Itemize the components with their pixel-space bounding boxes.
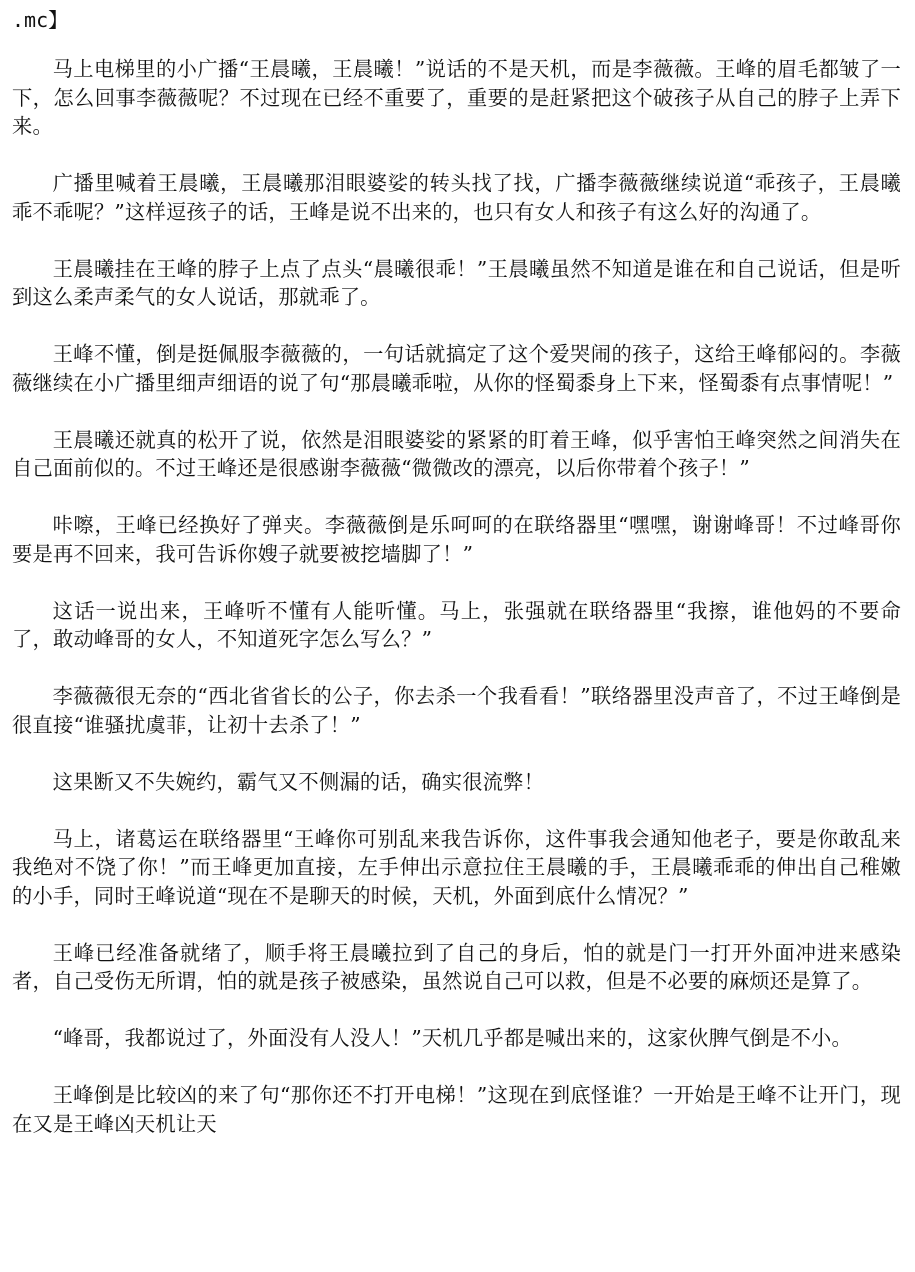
paragraph: 广播里喊着王晨曦，王晨曦那泪眼婆娑的转头找了找，广播李薇薇继续说道“乖孩子，王晨曦乖不乖呢？”这样逗孩子的话，王峰是说不出来的，也只有女人和孩子有这么好的沟通了。	[12, 171, 901, 224]
paragraph: 这果断又不失婉约，霸气又不侧漏的话，确实很流弊！	[52, 769, 545, 794]
paragraph: 马上电梯里的小广播“王晨曦，王晨曦！”说话的不是天机，而是李薇薇。王峰的眉毛都皱了一下，怎么回事李薇薇呢？不过现在已经不重要了，重要的是赶紧把这个破孩子从自己的脖子上弄下来。	[12, 57, 901, 138]
paragraph: 王晨曦挂在王峰的脖子上点了点头“晨曦很乖！”王晨曦虽然不知道是谁在和自己说话，但是听到这么柔声柔气的女人说话，那就乖了。	[12, 256, 901, 309]
paragraph: 王峰已经准备就绪了，顺手将王晨曦拉到了自己的身后，怕的就是门一打开外面冲进来感染者，自己受伤无所谓，怕的就是孩子被感染，虽然说自己可以救，但是不必要的麻烦还是算了。	[12, 940, 901, 993]
page-header-fragment: .mc】	[12, 8, 69, 32]
paragraph: 李薇薇很无奈的“西北省省长的公子，你去杀一个我看看！”联络器里没声音了，不过王峰倒是很直接“谁骚扰虞菲，让初十去杀了！”	[12, 684, 901, 737]
paragraph: 王峰不懂，倒是挺佩服李薇薇的，一句话就搞定了这个爱哭闹的孩子，这给王峰郁闷的。李薇薇继续在小广播里细声细语的说了句“那晨曦乖啦，从你的怪蜀黍身上下来，怪蜀黍有点事情呢！”	[12, 342, 901, 395]
paragraph: “峰哥，我都说过了，外面没有人没人！”天机几乎都是喊出来的，这家伙脾气倒是不小。	[52, 1026, 853, 1050]
paragraph: 王峰倒是比较凶的来了句“那你还不打开电梯！”这现在到底怪谁？一开始是王峰不让开门，现在又是王峰凶天机让天	[12, 1083, 901, 1136]
paragraph: 马上，诸葛运在联络器里“王峰你可别乱来我告诉你，这件事我会通知他老子，要是你敢乱来我绝对不饶了你！”而王峰更加直接，左手伸出示意拉住王晨曦的手，王晨曦乖乖的伸出自己稚嫩的小手，同时王峰说道“现在不是聊天的时候，天机，外面到底什么情况？”	[12, 826, 901, 908]
paragraph: 这话一说出来，王峰听不懂有人能听懂。马上，张强就在联络器里“我擦，谁他妈的不要命了，敢动峰哥的女人，不知道死字怎么写么？”	[12, 598, 901, 651]
paragraph: 咔嚓，王峰已经换好了弹夹。李薇薇倒是乐呵呵的在联络器里“嘿嘿，谢谢峰哥！不过峰哥你要是再不回来，我可告诉你嫂子就要被挖墙脚了！”	[12, 513, 901, 566]
paragraph: 王晨曦还就真的松开了说，依然是泪眼婆娑的紧紧的盯着王峰，似乎害怕王峰突然之间消失在自己面前似的。不过王峰还是很感谢李薇薇“微微改的漂亮，以后你带着个孩子！”	[12, 427, 901, 480]
